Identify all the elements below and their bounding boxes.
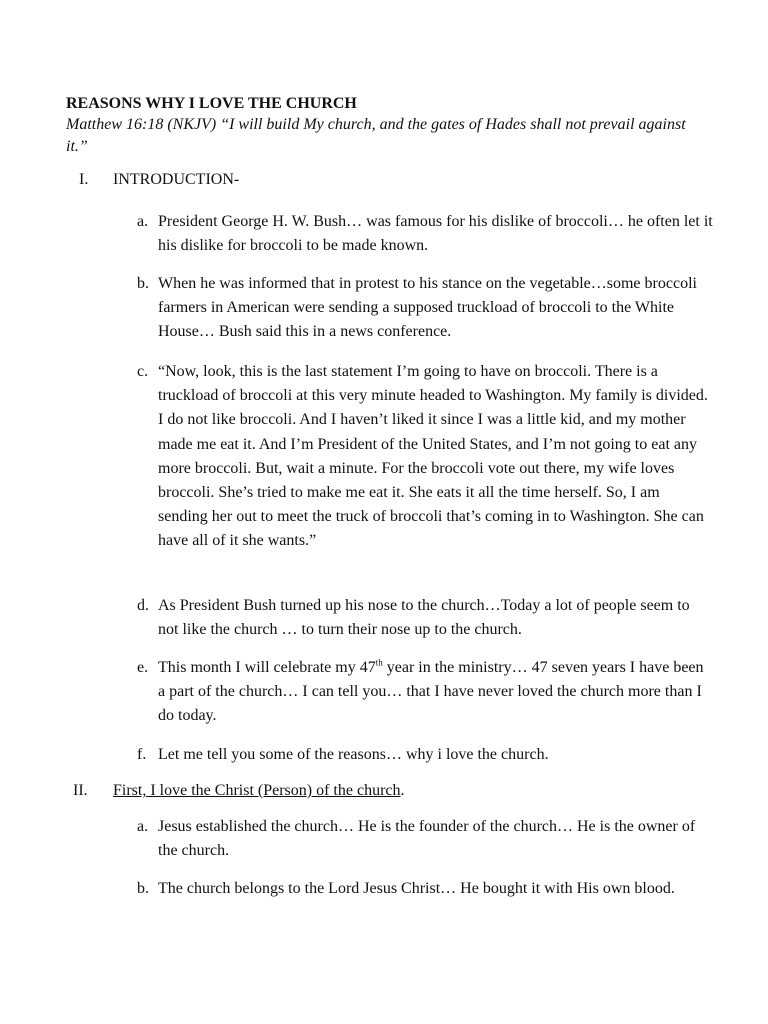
list-item-text: As President Bush turned up his nose to the church…Today a lot of people seem to not like the church … to turn their nose up to the church. [158, 597, 690, 639]
section-1-title: INTRODUCTION- [113, 171, 240, 188]
list-item-text: President George H. W. Bush… was famous for his dislike of broccoli… he often let it his dislike for broccoli to be made known. [158, 213, 713, 255]
section-2-numeral: II. [73, 782, 88, 799]
list-item-letter: c. [137, 363, 149, 380]
ordinal-suffix: th [375, 657, 383, 668]
list-item-text: Let me tell you some of the reasons… why i love the church. [158, 746, 549, 763]
list-item-text: “Now, look, this is the last statement I’m going to have on broccoli. There is a truckload of broccoli at this very minute headed to Washington. My family is divided. I do not like broccoli. And I haven’t liked it since I was a little kid, and my mother made me eat it. And I’m President of the United States, and I’m not going to eat any more broccoli. But, wait a minute. For the broccoli vote out there, my wife loves broccoli. She’s tried to make me eat it. She eats it all the time herself. So, I am sending her out to meet the truck of broccoli that’s coming in to Washington. She can have all of it she wants.” [158, 363, 708, 550]
list-item-letter: b. [137, 275, 149, 292]
list-item-text: Jesus established the church… He is the founder of the church… He is the owner of the church. [158, 818, 696, 860]
document-title: REASONS WHY I LOVE THE CHURCH [66, 95, 357, 112]
list-item-letter: d. [137, 597, 149, 614]
list-item-text: When he was informed that in protest to his stance on the vegetable…some broccoli farmers in American were sending a supposed truckload of broccoli to the White House… Bush said this in a news conference. [158, 275, 697, 341]
list-item-text-end: year in the ministry… 47 seven years I have been a part of the church… I can tell you… that I have never loved the church more than I do today. [158, 659, 704, 725]
list-item-letter: f. [137, 746, 147, 763]
section-2-title: First, I love the Christ (Person) of the church [113, 782, 401, 799]
list-item-letter: b. [137, 880, 149, 897]
section-2-title-wrap [113, 779, 405, 803]
section-1-numeral: I. [79, 171, 89, 188]
list-item-letter: e. [137, 659, 149, 676]
section-2-title-tail: . [400, 782, 405, 799]
list-item-letter: a. [137, 213, 149, 230]
scripture-reference: Matthew 16:18 (NKJV) “I will build My church, and the gates of Hades shall not prevail against it.” [66, 116, 686, 155]
list-item-letter: a. [137, 818, 149, 835]
list-item-text [158, 656, 713, 729]
list-item-text-start: This month I will celebrate my 47 [158, 659, 376, 676]
list-item-text: The church belongs to the Lord Jesus Christ… He bought it with His own blood. [158, 880, 675, 897]
